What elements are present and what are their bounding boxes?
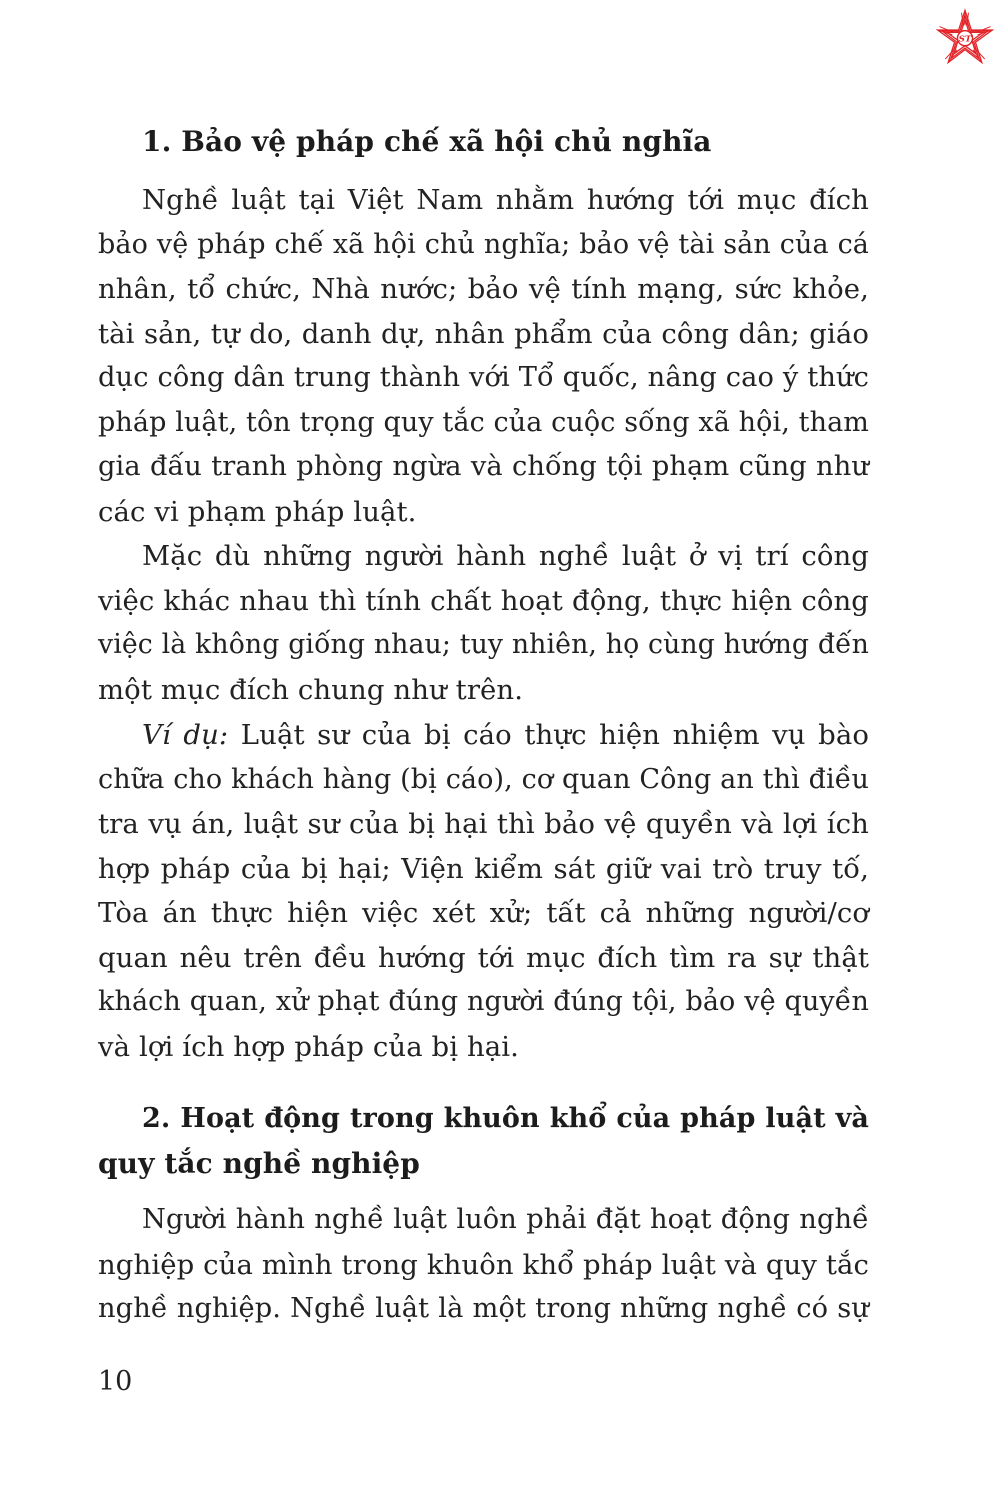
- paragraph-2: [98, 534, 869, 712]
- text-line: tra vụ án, luật sư của bị hại thì bảo vệ quyền và lợi ích: [98, 808, 869, 840]
- text-line: Mặc dù những người hành nghề luật ở vị trí công: [142, 540, 869, 572]
- text-line: pháp luật, tôn trọng quy tắc của cuộc sống xã hội, tham: [98, 406, 869, 438]
- page-number: 10: [98, 1366, 133, 1397]
- text-line: một mục đích chung như trên.: [98, 673, 524, 706]
- text-line: việc là không giống nhau; tuy nhiên, họ cùng hướng đến: [98, 629, 869, 660]
- text-line: Người hành nghề luật luôn phải đặt hoạt động nghề: [142, 1204, 869, 1235]
- text-line: và lợi ích hợp pháp của bị hại.: [98, 1030, 520, 1063]
- text-line: nghề nghiệp. Nghề luật là một trong những nghề có sự: [98, 1293, 869, 1324]
- publisher-logo: [936, 8, 994, 66]
- paragraph-4: [98, 1198, 869, 1332]
- text-line: khách quan, xử phạt đúng người đúng tội, bảo vệ quyền: [98, 986, 869, 1017]
- section-heading-1: [98, 120, 869, 165]
- heading-line: 1. Bảo vệ pháp chế xã hội chủ nghĩa: [142, 125, 712, 158]
- svg-text:ST: ST: [958, 34, 972, 45]
- text-line: dục công dân trung thành với Tổ quốc, nâng cao ý thức: [98, 362, 869, 393]
- text-line: nghiệp của mình trong khuôn khổ pháp luật và quy tắc: [98, 1248, 869, 1281]
- text-line: các vi phạm pháp luật.: [98, 495, 417, 528]
- paragraph-1: [98, 178, 869, 534]
- text-line: tài sản, tự do, danh dự, nhân phẩm của công dân; giáo: [98, 317, 869, 350]
- text-line: chữa cho khách hàng (bị cáo), cơ quan Công an thì điều: [98, 763, 869, 795]
- example-first-line: Luật sư của bị cáo thực hiện nhiệm vụ bào: [228, 719, 869, 751]
- text-line: hợp pháp của bị hại; Viện kiểm sát giữ vai trò truy tố,: [98, 852, 869, 885]
- heading-line: 2. Hoạt động trong khuôn khổ của pháp luật và: [142, 1103, 869, 1134]
- text-line: [98, 713, 869, 758]
- text-line: Tòa án thực hiện việc xét xử; tất cả những người/cơ: [98, 897, 869, 929]
- heading-line: quy tắc nghề nghiệp: [98, 1146, 420, 1180]
- text-line: Nghề luật tại Việt Nam nhằm hướng tới mục đích: [142, 184, 869, 216]
- text-line: bảo vệ pháp chế xã hội chủ nghĩa; bảo vệ tài sản của cá: [98, 228, 869, 260]
- text-line: việc khác nhau thì tính chất hoạt động, thực hiện công: [98, 584, 869, 617]
- example-label: Ví dụ:: [142, 719, 229, 751]
- text-line: nhân, tổ chức, Nhà nước; bảo vệ tính mạng, sức khỏe,: [98, 273, 869, 305]
- paragraph-3-example: [98, 713, 869, 1069]
- section-heading-2: [98, 1097, 869, 1186]
- text-line: gia đấu tranh phòng ngừa và chống tội phạm cũng như: [98, 451, 869, 482]
- text-line: quan nêu trên đều hướng tới mục đích tìm ra sự thật: [98, 941, 869, 974]
- star-logo-icon: [936, 8, 994, 66]
